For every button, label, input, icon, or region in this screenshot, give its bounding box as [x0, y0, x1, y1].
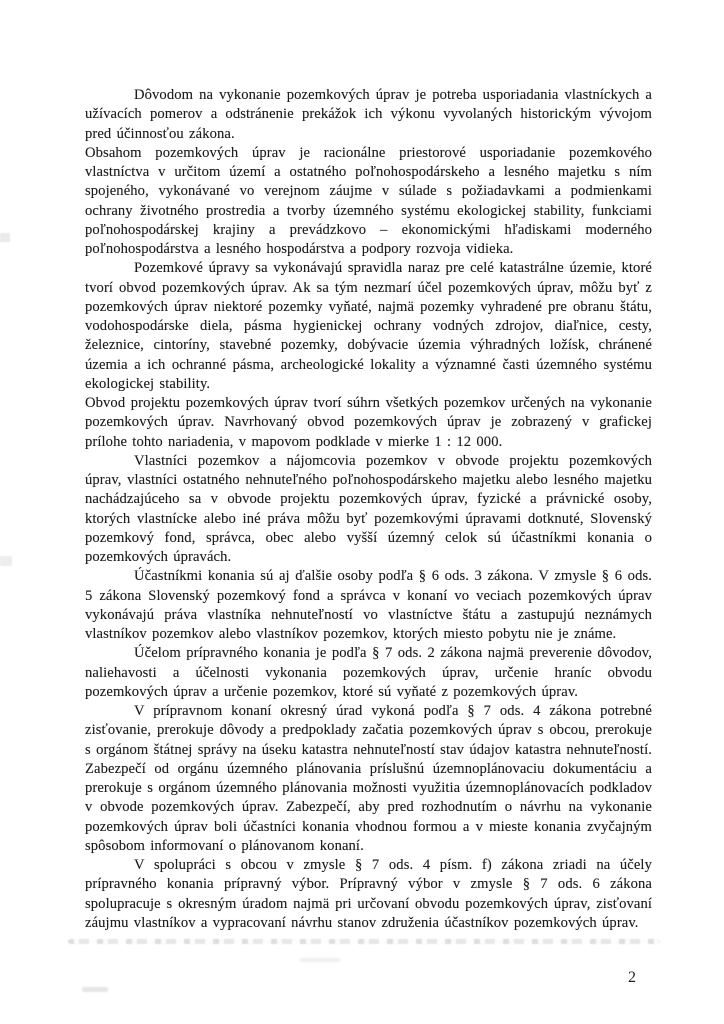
paragraph-purpose-preparatory: Účelom prípravného konania je podľa § 7 ods. 2 zákona najmä preverenie dôvodov, naliehavosti a účelnosti vykonania pozemkových úprav, určenie hraníc obvodu pozemkových úprav a určenie pozemkov, ktoré sú vyňaté z pozemkových úprav.	[85, 645, 652, 700]
scan-artifact-edge-mark	[0, 556, 12, 566]
paragraph-preparatory-committee: V spolupráci s obcou v zmysle § 7 ods. 4 písm. f) zákona zriadi na účely prípravného konania prípravný výbor. Prípravný výbor v zmysle § 7 ods. 6 zákona spolupracuje s okresným úradom najmä pri určovaní obvodu pozemkových úprav, zisťovaní záujmu vlastníkov a vypracovaní návrhu stanov združenia účastníkov pozemkových úprav.	[85, 857, 652, 931]
page-number: 2	[628, 969, 636, 986]
paragraph-other-participants: Účastníkmi konania sú aj ďalšie osoby podľa § 6 ods. 3 zákona. V zmysle § 6 ods. 5 zákona Slovenský pozemkový fond a správca v konaní vo veciach pozemkových úprav vykonávajú práva vlastníka nehnuteľností vo vlastníctve štátu a zastupujú neznámych vlastníkov pozemkov alebo vlastníkov pozemkov, ktorých miesto pobytu nie je známe.	[85, 568, 652, 642]
document-body	[85, 86, 652, 933]
scan-artifact-smudge	[300, 958, 340, 962]
paragraph-district-office: V prípravnom konaní okresný úrad vykoná podľa § 7 ods. 4 zákona potrebné zisťovanie, prerokuje dôvody a predpoklady začatia pozemkových úprav s obcou, prerokuje s orgánom štátnej správy na úseku katastra nehnuteľností stav údajov katastra nehnuteľností. Zabezpečí od orgánu územného plánovania príslušnú územnoplánovaciu dokumentáciu a prerokuje s orgánom územného plánovania možnosti využitia územnoplánovacích podkladov v obvode pozemkových úprav. Zabezpečí, aby pred rozhodnutím o návrhu na vykonanie pozemkových úprav boli účastníci konania vhodnou formou a v mieste konania zvyčajným spôsobom informovaní o plánovanom konaní.	[85, 703, 652, 854]
scan-artifact-streak	[68, 939, 660, 944]
paragraph-project-perimeter: Obvod projektu pozemkových úprav tvorí súhrn všetkých pozemkov určených na vykonanie pozemkových úprav. Navrhovaný obvod pozemkových úprav je zobrazený v grafickej prílohe tohto nariadenia, v mapovom podklade v mierke 1 : 12 000.	[85, 395, 652, 450]
paragraph-participants: Vlastníci pozemkov a nájomcovia pozemkov v obvode projektu pozemkových úprav, vlastníci ostatného nehnuteľného poľnohospodárskeho majetku alebo lesného majetku nachádzajúceho sa v obvode projektu pozemkových úprav, fyzické a právnické osoby, ktorých vlastnícke alebo iné práva môžu byť pozemkovými úpravami dotknuté, Slovenský pozemkový fond, správca, obec alebo vyšší územný celok sú účastníkmi konania o pozemkových úpravách.	[85, 452, 652, 565]
scan-artifact-edge-mark	[0, 233, 10, 242]
scan-artifact-smudge	[82, 987, 108, 992]
paragraph-content-of-reforms: Obsahom pozemkových úprav je racionálne priestorové usporiadanie pozemkového vlastníctva v určitom území a ostatného poľnohospodárskeho a lesného majetku s ním spojeného, vykonávané vo verejnom záujme v súlade s požiadavkami a podmienkami ochrany životného prostredia a tvorby územného systému ekologickej stability, funkciami poľnohospodárskej krajiny a prevádzkovo – ekonomickými hľadiskami moderného poľnohospodárstva a lesného hospodárstva a podpory rozvoja vidieka.	[85, 144, 652, 257]
paragraph-scope-exemptions: Pozemkové úpravy sa vykonávajú spravidla naraz pre celé katastrálne územie, ktoré tvorí obvod pozemkových úprav. Ak sa tým nezmarí účel pozemkových úprav, môžu byť z pozemkových úprav niektoré pozemky vyňaté, najmä pozemky vyhradené pre obranu štátu, vodohospodárske diela, pásma hygienickej ochrany vodných zdrojov, diaľnice, cesty, železnice, cintoríny, stavebné pozemky, dobývacie územia výhradných ložísk, chránené územia a ich ochranné pásma, archeologické lokality a významné časti územného systému ekologickej stability.	[85, 260, 652, 392]
paragraph-reason: Dôvodom na vykonanie pozemkových úprav je potreba usporiadania vlastníckych a užívacích pomerov a odstránenie prekážok ich výkonu vyvolaných historickým vývojom pred účinnosťou zákona.	[85, 87, 652, 142]
